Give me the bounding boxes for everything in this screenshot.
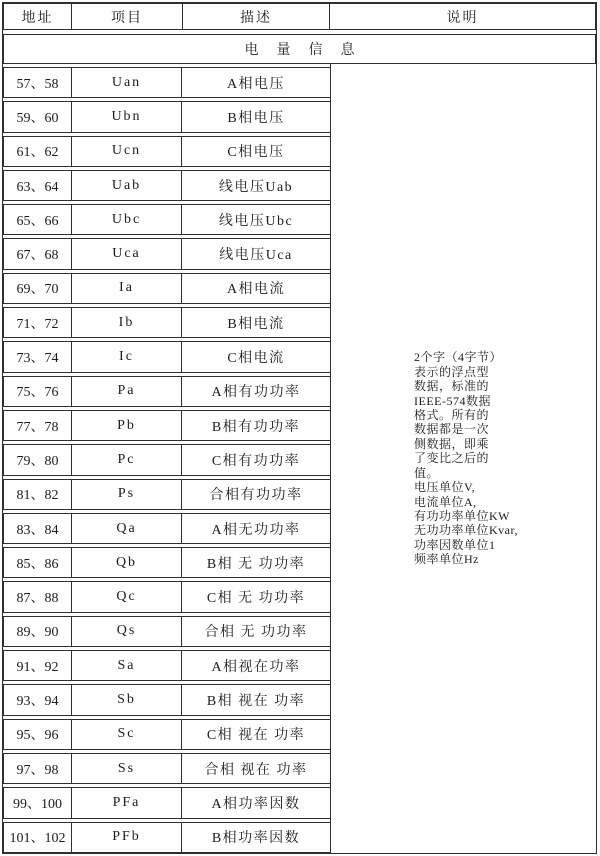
table-row — [3, 753, 330, 784]
section-banner: 电量信息 — [3, 34, 596, 64]
description-cell: C相 无 功功率 — [206, 591, 306, 607]
header-cell-description: 描述 — [183, 4, 330, 29]
table-body — [3, 64, 596, 853]
address-cell: 57、58 — [4, 68, 72, 97]
description-cell: A相电压 — [226, 76, 286, 92]
table-row — [3, 444, 330, 475]
note-line: 2个字（4字节） — [414, 350, 503, 365]
item-cell: Ubc — [72, 205, 182, 234]
description-cell: A相有功功率 — [211, 385, 301, 401]
item-cell: Pb — [72, 411, 182, 440]
address-cell: 81、82 — [4, 480, 72, 509]
note-line: 无功功率单位Kvar, — [414, 523, 519, 538]
description-cell: A相无功功率 — [211, 522, 301, 538]
description-cell: 线电压Ubc — [218, 213, 294, 229]
note-line: 电压单位V, — [414, 480, 476, 495]
note-line: 侧数据，即乘 — [414, 436, 490, 451]
note-line: 数据都是一次 — [414, 422, 490, 437]
item-cell: Qa — [72, 514, 182, 543]
address-cell: 83、84 — [4, 514, 72, 543]
table-row — [3, 410, 330, 441]
address-cell: 89、90 — [4, 617, 72, 646]
description-cell: 合相 视在 功率 — [204, 762, 308, 778]
description-cell: 线电压Uab — [218, 179, 294, 195]
note-line: 频率单位Hz — [414, 552, 479, 567]
header-cell-address: 地址 — [4, 4, 72, 29]
address-cell: 67、68 — [4, 239, 72, 268]
description-cell: A相电流 — [226, 282, 286, 298]
table-row — [3, 787, 330, 818]
note-line: 值。 — [414, 465, 440, 480]
description-cell: 线电压Uca — [219, 248, 293, 264]
item-cell: PFa — [72, 788, 182, 817]
item-cell: Uca — [72, 239, 182, 268]
item-cell: Ib — [72, 308, 182, 337]
address-cell: 93、94 — [4, 685, 72, 714]
description-cell: C相电压 — [227, 145, 285, 161]
notes-text — [414, 350, 596, 566]
address-cell: 101、102 — [4, 823, 72, 852]
register-table — [2, 2, 597, 854]
address-cell: 85、86 — [4, 548, 72, 577]
table-row — [3, 684, 330, 715]
table-row — [3, 376, 330, 407]
address-cell: 71、72 — [4, 308, 72, 337]
notes-cell — [330, 64, 596, 853]
item-cell: Ic — [72, 342, 182, 371]
item-cell: Ps — [72, 480, 182, 509]
item-cell: Sa — [72, 651, 182, 680]
address-cell: 73、74 — [4, 342, 72, 371]
address-cell: 91、92 — [4, 651, 72, 680]
header-cell-notes: 说明 — [446, 10, 479, 26]
item-cell: Uan — [72, 68, 182, 97]
address-cell: 59、60 — [4, 102, 72, 131]
description-cell: B相电压 — [227, 110, 285, 126]
note-line: 电流单位A, — [414, 494, 477, 509]
description-cell: B相 视在 功率 — [206, 693, 306, 709]
description-cell: C相电流 — [227, 351, 285, 367]
table-row — [3, 479, 330, 510]
table-body-left — [3, 64, 330, 853]
item-cell: Pa — [72, 377, 182, 406]
table-row — [3, 136, 330, 167]
note-line: 格式。所有的 — [414, 408, 490, 423]
table-row — [3, 513, 330, 544]
item-cell: Ubn — [72, 102, 182, 131]
description-cell: C相有功功率 — [211, 453, 301, 469]
address-cell: 75、76 — [4, 377, 72, 406]
table-row — [3, 547, 330, 578]
description-cell: B相 无 功功率 — [206, 556, 306, 572]
table-row — [3, 67, 330, 98]
address-cell: 69、70 — [4, 274, 72, 303]
item-cell: Uab — [72, 171, 182, 200]
description-cell: B相电流 — [227, 316, 285, 332]
address-cell: 99、100 — [4, 788, 72, 817]
description-cell: 合相有功功率 — [209, 488, 303, 504]
item-cell: Qc — [72, 582, 182, 611]
item-cell: Qs — [72, 617, 182, 646]
item-cell: Sc — [72, 720, 182, 749]
item-cell: Pc — [72, 445, 182, 474]
table-row — [3, 238, 330, 269]
table-row — [3, 101, 330, 132]
description-cell: B相功率因数 — [211, 831, 301, 847]
note-line: 数据，标准的 — [414, 379, 490, 394]
table-row — [3, 307, 330, 338]
description-cell: B相有功功率 — [211, 419, 301, 435]
note-line: 表示的浮点型 — [414, 364, 490, 379]
table-row — [3, 650, 330, 681]
address-cell: 79、80 — [4, 445, 72, 474]
item-cell: Sb — [72, 685, 182, 714]
note-line: 了变比之后的 — [414, 451, 490, 466]
address-cell: 77、78 — [4, 411, 72, 440]
header-cell-item: 项目 — [72, 4, 183, 29]
item-cell: Ucn — [72, 137, 182, 166]
table-header-row — [3, 3, 596, 30]
item-cell: Ia — [72, 274, 182, 303]
note-line: 有功功率单位KW — [414, 508, 510, 523]
table-row — [3, 341, 330, 372]
table-row — [3, 581, 330, 612]
address-cell: 61、62 — [4, 137, 72, 166]
table-row — [3, 204, 330, 235]
note-line: 功率因数单位1 — [414, 537, 496, 552]
address-cell: 87、88 — [4, 582, 72, 611]
table-row — [3, 170, 330, 201]
description-cell: C相 视在 功率 — [206, 728, 306, 744]
address-cell: 95、96 — [4, 720, 72, 749]
table-row — [3, 822, 330, 853]
description-cell: A相功率因数 — [211, 796, 301, 812]
note-line: IEEE-574数据 — [414, 393, 491, 408]
item-cell: Qb — [72, 548, 182, 577]
item-cell: PFb — [72, 823, 182, 852]
table-row — [3, 719, 330, 750]
description-cell: A相视在功率 — [211, 659, 301, 675]
table-row — [3, 616, 330, 647]
address-cell: 65、66 — [4, 205, 72, 234]
address-cell: 63、64 — [4, 171, 72, 200]
table-row — [3, 273, 330, 304]
item-cell: Ss — [72, 754, 182, 783]
address-cell: 97、98 — [4, 754, 72, 783]
description-cell: 合相 无 功功率 — [204, 625, 308, 641]
